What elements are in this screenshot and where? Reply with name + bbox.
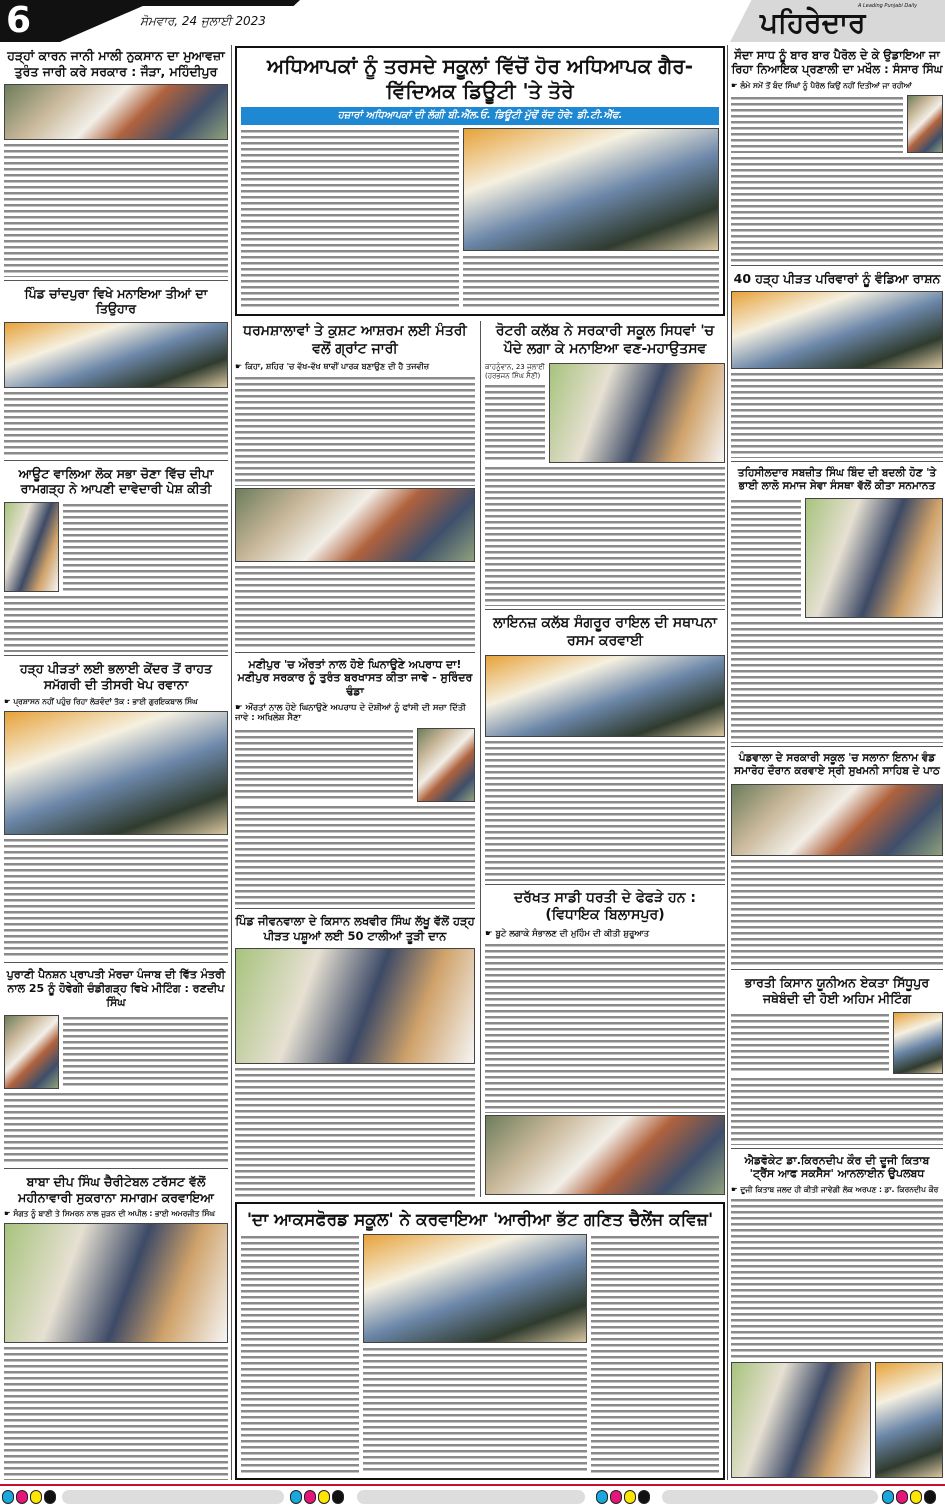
left-column — [4, 46, 228, 1480]
divider — [4, 655, 228, 656]
article-body — [63, 502, 228, 592]
subheadline: ☛ ਪ੍ਰਸ਼ਾਸਨ ਨਹੀਂ ਪਹੁੰਚ ਰਿਹਾ ਲੋੜਵੰਦਾਂ ਤੱਕ : ਭਾਈ ਗੁਰਇਕਬਾਲ ਸਿੰਘ — [4, 696, 198, 706]
lead-strap: ਹਜ਼ਾਰਾਂ ਅਧਿਆਪਕਾਂ ਦੀ ਲੱਗੀ ਬੀ.ਐੱਲ.ਓ. ਡਿਊਟੀ ਮੁੱਢੋਂ ਰੱਦ ਹੋਵੇ: ਡੀ.ਟੀ.ਐੱਫ. — [241, 107, 719, 125]
divider — [485, 884, 725, 885]
portrait-photo — [907, 95, 943, 153]
lead-photo-area — [463, 128, 719, 310]
article-row — [4, 502, 228, 592]
subheadline: ☛ ਸੰਗਤ ਨੂੰ ਬਾਣੀ ਤੇ ਸਿਮਰਨ ਨਾਲ ਜੁੜਨ ਦੀ ਅਪੀਲ : ਭਾਈ ਅਮਰਜੀਤ ਸਿੰਘ — [4, 1209, 215, 1219]
black-mark — [332, 1490, 344, 1504]
article-body — [731, 1076, 943, 1145]
headline: ਦਰੱਖਤ ਸਾਡੀ ਧਰਤੀ ਦੇ ਫੇਫੜੇ ਹਨ : (ਵਿਧਾਇਕ ਬਿਲਾਸਪੁਰ) — [514, 889, 696, 924]
article-body — [241, 128, 459, 310]
right-column — [731, 46, 943, 1480]
headline: ਸੌਦਾ ਸਾਧ ਨੂੰ ਬਾਰ ਬਾਰ ਪੈਰੋਲ ਦੇ ਕੇ ਉਡਾਇਆ ਜਾ ਰਿਹਾ ਨਿਆਇਕ ਪ੍ਰਣਾਲੀ ਦਾ ਮਖੌਲ : ਸੰਸਾਰ ਸਿੰਘ — [731, 48, 943, 77]
subheadline: ☛ ਦੂਜੀ ਕਿਤਾਬ ਜਲਦ ਹੀ ਕੀਤੀ ਜਾਵੇਗੀ ਲੋਕ ਅਰਪਣ : ਡਾ. ਕਿਰਨਦੀਪ ਕੌਰ — [731, 1185, 939, 1195]
headline: ਪੰਡਵਾਲਾ ਦੇ ਸਰਕਾਰੀ ਸਕੂਲ 'ਚ ਸਲਾਨਾ ਇਨਾਮ ਵੰਡ ਸਮਾਰੋਹ ਦੌਰਾਨ ਕਰਵਾਏ ਸ੍ਰੀ ਸੁਖਮਨੀ ਸਾਹਿਬ ਦੇ ਪਾਠ — [734, 752, 940, 778]
cyan-mark — [290, 1490, 302, 1504]
article-row — [731, 1012, 943, 1074]
magenta-mark — [610, 1490, 622, 1504]
headline: ਧਰਮਸ਼ਾਲਾਵਾਂ ਤੇ ਕੁਸ਼ਟ ਆਸ਼ਰਮ ਲਈ ਮੰਤਰੀ ਵਲੋਂ ਗ੍ਰਾਂਟ ਜਾਰੀ — [243, 323, 467, 357]
dateline: ਕਾਹਨੂੰਵਾਨ, 23 ਜੁਲਾਈ (ਹਰਭਜਨ ਸਿੰਘ ਸੈਣੀ) — [485, 363, 545, 381]
headline: ਪੁਰਾਣੀ ਪੈਨਸ਼ਨ ਪ੍ਰਾਪਤੀ ਮੋਰਚਾ ਪੰਜਾਬ ਦੀ ਵਿੱਤ ਮੰਤਰੀ ਨਾਲ 25 ਨੂੰ ਹੋਵੇਗੀ ਚੰਡੀਗੜ੍ਹ ਵਿਖੇ ਮੀਟਿੰਗ : ਰਣਦੀਪ ਸਿੰਘ — [6, 968, 226, 1009]
lead-headline: ਅਧਿਆਪਕਾਂ ਨੂੰ ਤਰਸਦੇ ਸਕੂਲਾਂ ਵਿੱਚੋਂ ਹੋਰ ਅਧਿਆਪਕ ਗੈਰ-ਵਿੱਦਿਅਕ ਡਿਊਟੀ 'ਤੇ ਤੋਰੇ — [266, 54, 694, 103]
tree-planting-photo — [549, 363, 725, 463]
gray-bar — [662, 1490, 878, 1504]
article-body — [485, 383, 545, 463]
feature-story-box — [235, 1202, 725, 1480]
divider — [4, 962, 228, 963]
article-body — [63, 1015, 228, 1089]
divider — [731, 461, 943, 462]
center-middle-section — [235, 321, 725, 1197]
yellow-mark — [910, 1490, 922, 1504]
article-body — [4, 390, 228, 457]
article-body — [4, 1091, 228, 1166]
feature-headline: 'ਦਾ ਆਕਸਫੋਰਡ ਸਕੂਲ' ਨੇ ਕਰਵਾਇਆ 'ਆਰੀਆ ਭੱਟ ਗਣਿਤ ਚੈਲੇਂਜ ਕਵਿਜ਼' — [246, 1210, 714, 1230]
news-photo — [4, 711, 228, 835]
portrait-photo — [4, 502, 59, 592]
news-photo — [4, 322, 228, 388]
divider — [4, 1168, 228, 1169]
black-mark — [638, 1490, 650, 1504]
footer-rule — [0, 1484, 945, 1486]
divider — [731, 265, 943, 266]
article-row — [731, 498, 943, 618]
cyan-mark — [2, 1490, 14, 1504]
divider — [731, 969, 943, 970]
subheadline: ☛ ਬੂਟੇ ਲਗਾਕੇ ਸੰਭਾਲਣ ਦੀ ਮੁਹਿੰਮ ਦੀ ਕੀਤੀ ਸ਼ੁਰੂਆਤ — [485, 928, 650, 939]
divider — [731, 746, 943, 747]
dateline-area — [485, 363, 545, 463]
book-cover-photo — [875, 1362, 943, 1478]
article-body — [235, 728, 413, 802]
news-photo — [805, 498, 943, 618]
article-body — [485, 942, 725, 1113]
page-number: 6 — [6, 0, 32, 41]
black-mark — [44, 1490, 56, 1504]
headline: ਮਣੀਪੁਰ 'ਚ ਔਰਤਾਂ ਨਾਲ ਹੋਏ ਘਿਨਾਉਣੇ ਅਪਰਾਧ ਦਾ! ਮਣੀਪੁਰ ਸਰਕਾਰ ਨੂੰ ਤੁਰੰਤ ਬਰਖਾਸਤ ਕੀਤਾ ਜਾਵੇ - ਸੁਰਿੰਦਰ ਢੰਡਾ — [237, 657, 473, 699]
news-photo — [235, 488, 475, 562]
news-photo — [235, 948, 475, 1064]
article-row — [235, 728, 475, 802]
article-row — [4, 1015, 228, 1089]
yellow-mark — [624, 1490, 636, 1504]
feature-photo-area — [363, 1234, 587, 1474]
news-photo — [731, 784, 943, 856]
portrait-photo — [4, 1015, 59, 1089]
divider — [235, 908, 475, 909]
photo-row — [731, 1362, 943, 1478]
portrait-photo — [893, 1012, 943, 1074]
portrait-photo — [417, 728, 475, 802]
article-body — [4, 594, 228, 653]
gray-bar — [62, 1490, 284, 1504]
headline: ਆਊਟ ਵਾਲਿਆ ਲੋਕ ਸਭਾ ਚੋਣਾ ਵਿੱਚ ਦੀਪਾ ਰਾਮਗੜ੍ਹ ਨੇ ਆਪਣੀ ਦਾਵੇਦਾਰੀ ਪੇਸ਼ ਕੀਤੀ — [18, 465, 214, 497]
article-body — [731, 858, 943, 967]
article-row — [731, 95, 943, 153]
divider — [235, 652, 475, 653]
divider — [731, 1148, 943, 1149]
article-body — [731, 95, 903, 153]
headline: ਹੜ੍ਹਾਂ ਕਾਰਨ ਜਾਨੀ ਮਾਲੀ ਨੁਕਸਾਨ ਦਾ ਮੁਆਵਜ਼ਾ ਤੁਰੰਤ ਜਾਰੀ ਕਰੇ ਸਰਕਾਰ : ਜੌੜਾ, ਮਹਿੰਦੀਪੁਰ — [7, 48, 225, 79]
magenta-mark — [896, 1490, 908, 1504]
lead-row — [241, 128, 719, 310]
yellow-mark — [30, 1490, 42, 1504]
center-right-subcolumn — [480, 321, 725, 1197]
headline: ਤਹਿਸੀਲਦਾਰ ਸਬਜ਼ੀਤ ਸਿੰਘ ਬਿੰਦ ਦੀ ਬਦਲੀ ਹੋਣ 'ਤੇ ਭਾਈ ਲਾਲੋ ਸਮਾਜ ਸੇਵਾ ਸੰਸਥਾ ਵੱਲੋਂ ਕੀਤਾ ਸਨਮਾਨਤ — [737, 467, 937, 493]
black-mark — [924, 1490, 936, 1504]
divider — [4, 460, 228, 461]
subheadline: ☛ ਔਰਤਾਂ ਨਾਲ ਹੋਏ ਘਿਨਾਉਣੇ ਅਪਰਾਧ ਦੇ ਦੋਸ਼ੀਆਂ ਨੂੰ ਫਾਂਸੀ ਦੀ ਸਜ਼ਾ ਦਿੱਤੀ ਜਾਵੇ : ਅਖਿਲੇਸ਼ ਸੈਣਾ — [235, 702, 466, 724]
center-left-subcolumn — [235, 321, 475, 1197]
masthead — [0, 0, 945, 42]
column-divider — [727, 45, 728, 1480]
article-body — [235, 564, 475, 649]
news-photo — [4, 84, 228, 140]
article-body — [4, 1345, 228, 1480]
subheadline: ☛ ਕਿਹਾ, ਸ਼ਹਿਰ 'ਚ ਵੱਖ-ਵੱਖ ਥਾਵੀਂ ਪਾਰਕ ਬਣਾਉਣ ਦੀ ਹੈ ਤਜਵੀਜ਼ — [235, 362, 430, 371]
article-body — [731, 155, 943, 262]
article-body — [363, 1346, 587, 1474]
author-photo — [731, 1362, 871, 1478]
subheadline: ☛ ਲੰਮੇ ਸਮੇਂ ਤੋਂ ਬੰਦ ਸਿੰਘਾਂ ਨੂੰ ਪੈਰੋਲ ਕਿਉਂ ਨਹੀਂ ਦਿਤੀਆਂ ਜਾ ਰਹੀਆਂ — [731, 80, 912, 90]
divider — [485, 609, 725, 610]
news-photo — [485, 1115, 725, 1195]
headline: ਰੋਟਰੀ ਕਲੱਬ ਨੇ ਸਰਕਾਰੀ ਸਕੂਲ ਸਿਧਵਾਂ 'ਚ ਪੌਦੇ ਲਗਾ ਕੇ ਮਨਾਇਆ ਵਣ-ਮਹਾਉਤਸਵ — [495, 323, 715, 357]
article-body — [591, 1234, 719, 1474]
article-body — [731, 620, 943, 743]
headline: ਪਿੰਡ ਜੀਵਨਵਾਲਾ ਦੇ ਕਿਸਾਨ ਲਖਵੀਰ ਸਿੰਘ ਲੱਖੂ ਵੱਲੋਂ ਹੜ੍ਹ ਪੀੜਤ ਪਸ਼ੂਆਂ ਲਈ 50 ਟਾਲੀਆਂ ਤੂੜੀ ਦਾਨ — [235, 914, 475, 943]
article-body — [235, 375, 475, 486]
feature-row — [241, 1234, 719, 1474]
article-body — [463, 254, 719, 310]
article-row — [485, 363, 725, 463]
magenta-mark — [16, 1490, 28, 1504]
headline: ਬਾਬਾ ਦੀਪ ਸਿੰਘ ਚੈਰੀਟੇਬਲ ਟਰੱਸਟ ਵੱਲੋਂ ਮਹੀਨਾਵਾਰੀ ਸੁਕਰਾਨਾ ਸਮਾਗਮ ਕਰਵਾਇਆ — [18, 1174, 214, 1205]
headline: 40 ਹੜ੍ਹ ਪੀੜਤ ਪਰਿਵਾਰਾਂ ਨੂੰ ਵੰਡਿਆ ਰਾਸ਼ਨ — [733, 270, 941, 286]
article-body — [235, 804, 475, 905]
news-photo — [485, 655, 725, 737]
issue-date: ਸੋਮਵਾਰ, 24 ਜੁਲਾਈ 2023 — [140, 14, 266, 28]
divider — [4, 280, 228, 281]
article-body — [731, 371, 943, 458]
headline: ਲਾਇਨਜ਼ ਕਲੱਬ ਸੰਗਰੂਰ ਰਾਇਲ ਦੀ ਸਥਾਪਨਾ ਰਸਮ ਕਰਵਾਈ — [493, 615, 717, 649]
headline: ਹੜ੍ਹ ਪੀੜਤਾਂ ਲਈ ਭਲਾਈ ਕੇਂਦਰ ਤੋਂ ਰਾਹਤ ਸਮੱਗਰੀ ਦੀ ਤੀਸਰੀ ਖੇਪ ਰਵਾਨਾ — [19, 661, 213, 693]
article-body — [731, 498, 801, 618]
cyan-mark — [882, 1490, 894, 1504]
gray-bar — [357, 1490, 585, 1504]
paper-logo: ਪਹਿਰੇਦਾਰ — [760, 6, 866, 39]
article-body — [485, 465, 725, 606]
headline: ਭਾਰਤੀ ਕਿਸਾਨ ਯੂਨੀਅਨ ਏਕਤਾ ਸਿੱਧੂਪੁਰ ਜਥੇਬੰਦੀ ਦੀ ਹੋਈ ਅਹਿਮ ਮੀਟਿੰਗ — [744, 975, 930, 1007]
article-body — [731, 1197, 943, 1360]
article-body — [235, 1066, 475, 1197]
article-body — [731, 1012, 889, 1074]
article-body — [4, 837, 228, 960]
article-body — [485, 739, 725, 880]
paper-tagline: A Leading Punjabi Daily — [858, 3, 918, 9]
magenta-mark — [304, 1490, 316, 1504]
article-body — [241, 1234, 359, 1474]
news-photo — [731, 291, 943, 369]
cyan-mark — [596, 1490, 608, 1504]
headline: ਪਿੰਡ ਚਾਂਦਪੁਰਾ ਵਿਖੇ ਮਨਾਇਆ ਤੀਆਂ ਦਾ ਤਿਉਹਾਰ — [24, 285, 208, 317]
news-photo — [4, 1223, 228, 1343]
yellow-mark — [318, 1490, 330, 1504]
column-divider — [231, 45, 232, 1480]
classroom-photo — [363, 1234, 587, 1342]
center-column — [235, 46, 725, 1480]
article-body — [4, 142, 228, 277]
headline: ਐਡਵੋਕੇਟ ਡਾ.ਕਿਰਨਦੀਪ ਕੌਰ ਦੀ ਦੂਜੀ ਕਿਤਾਬ 'ਟ੍ਰੈਂਸ ਆਫ ਸਕਸੈਸ' ਆਨਲਾਈਨ ਉਪਲਬਧ — [744, 1153, 930, 1181]
lead-story-box — [235, 46, 725, 316]
protest-photo — [463, 128, 719, 251]
